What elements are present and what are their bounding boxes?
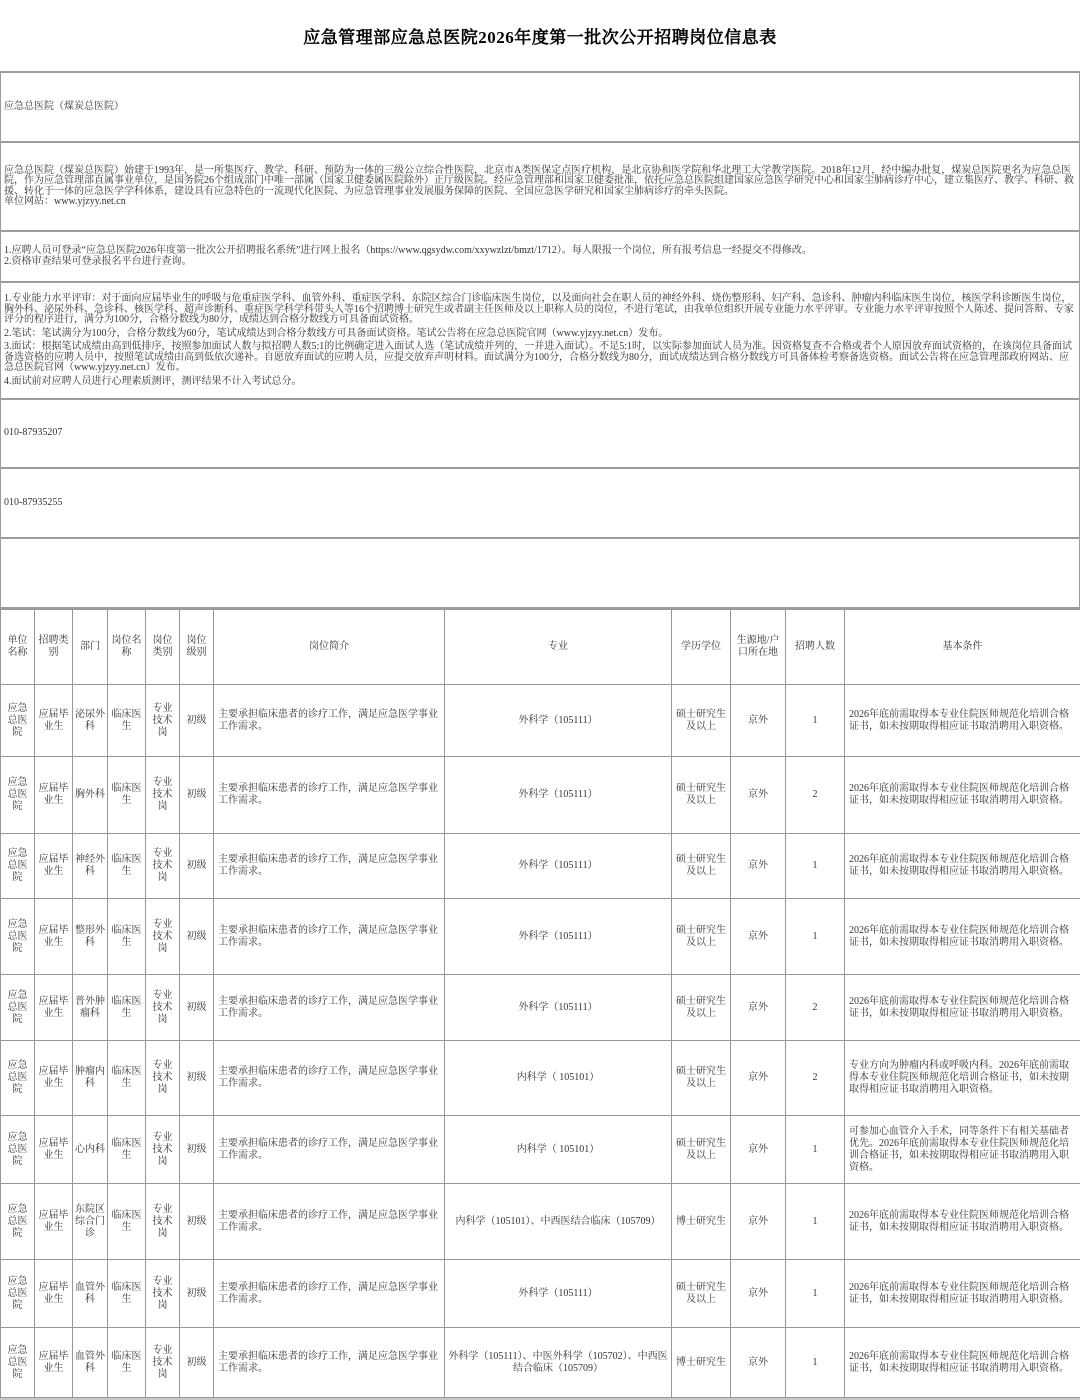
cell-requirements: 2026年底前需取得本专业住院医师规范化培训合格证书，如未按期取得相应证书取消聘用入职资格。 [845,1260,1080,1328]
cell-post-category: 专业技术岗 [146,685,180,757]
unit-intro-text: 应急总医院（煤炭总医院）始建于1993年，是一所集医疗、教学、科研、预防为一体的三级公立综合性医院，北京市A类医保定点医疗机构，是北京协和医学院和华北理工大学教学医院。2018年12月，经中编办批复，煤炭总医院更名为应急总医院，作为应急管理部直属事业单位，是国务院26个组成部门中唯一部属（国家卫健委属医院除外）正厅级医院。经应急管理部和国家卫健委批准，依托应急总医院组建国家应急医学研究中心和国家尘肺病诊疗中心，建立集医疗、教学、科研、救援、转化于一体的应急医学学科体系，建设具有应急特色的一流现代化医院、为应急管理事业发展服务保障的医院、全国应急医学研究和国家尘肺病诊疗的牵头医院。 [4,166,1076,198]
cell-department: 东院区综合门诊 [73,1184,108,1260]
cell-post-category: 专业技术岗 [146,1041,180,1116]
cell-requirements: 2026年底前需取得本专业住院医师规范化培训合格证书，如未按期取得相应证书取消聘用入职资格。 [845,975,1080,1041]
cell-unit-name: 应急总医院 [1,899,35,975]
page-title: 应急管理部应急总医院2026年度第一批次公开招聘岗位信息表 [0,0,1080,71]
assessment-item-1: 1.专业能力水平评审：对于面向应届毕业生的呼吸与危重症医学科、血管外科、重症医学科、东院区综合门诊临床医生岗位，以及面向社会在职人员的神经外科、烧伤整形科、妇产科、急诊科、肿瘤内科临床医生岗位，核医学科诊断医生岗位，胸外科、泌尿外科、急诊科、核医学科、超声诊断科、重症医学科学科带头人等16个招聘博士研究生或者副主任医师及以上职称人员的岗位，不进行笔试，由我单位组织开展专业能力水平评审。专业能力水平评审按照个人陈述、提问答辩、专家评分的程序进行，满分为100分，合格分数线为80分，成绩达到合格分数线方可具备面试资格。 [4,294,1076,326]
cell-major: 内科学（ 105101） [445,1116,672,1184]
cell-post-level: 初级 [180,834,214,899]
header-post-name: 岗位名称 [108,610,146,685]
cell-requirements: 2026年底前需取得本专业住院医师规范化培训合格证书，如未按期取得相应证书取消聘用入职资格。 [845,899,1080,975]
cell-major: 外科学（105111） [445,899,672,975]
cell-degree: 硕士研究生及以上 [672,1260,731,1328]
table-row [1,1041,1080,1116]
cell-requirements: 可参加心血管介入手术，同等条件下有相关基础者优先。2026年底前需取得本专业住院医师规范化培训合格证书，如未按期取得相应证书取消聘用入职资格。 [845,1116,1080,1184]
phone-row-2 [0,469,1080,539]
cell-post-category: 专业技术岗 [146,975,180,1041]
cell-recruit-type: 应届毕业生 [35,1260,73,1328]
header-unit-name: 单位名称 [1,610,35,685]
info-block [0,71,1080,609]
cell-post-level: 初级 [180,899,214,975]
cell-post-intro: 主要承担临床患者的诊疗工作，满足应急医学事业工作需求。 [214,1041,445,1116]
cell-origin-residence: 京外 [731,757,786,834]
cell-post-intro: 主要承担临床患者的诊疗工作，满足应急医学事业工作需求。 [214,834,445,899]
cell-major: 外科学（105111）、中医外科学（105702）、中西医结合临床（105709） [445,1328,672,1398]
cell-major: 外科学（105111） [445,834,672,899]
cell-post-level: 初级 [180,1328,214,1398]
application-item-1: 1.应聘人员可登录“应急总医院2026年度第一批次公开招聘报名系统”进行网上报名（https://www.qgsydw.com/xxywzlzt/bmzt/1712）。每人限报一个岗位，所有报考信息一经提交不得修改。 [4,246,1076,257]
cell-degree: 硕士研究生及以上 [672,1116,731,1184]
cell-origin-residence: 京外 [731,975,786,1041]
cell-degree: 硕士研究生及以上 [672,757,731,834]
cell-recruit-type: 应届毕业生 [35,1328,73,1398]
assessment-row [0,283,1080,400]
cell-post-name: 临床医生 [108,975,146,1041]
cell-recruit-type: 应届毕业生 [35,1184,73,1260]
cell-post-name: 临床医生 [108,1041,146,1116]
table-header-row [1,610,1080,685]
phone-row-1 [0,400,1080,469]
cell-major: 外科学（105111） [445,757,672,834]
cell-origin-residence: 京外 [731,1116,786,1184]
header-major: 专业 [445,610,672,685]
unit-name: 应急总医院（煤炭总医院） [4,102,1076,113]
cell-headcount: 2 [786,757,845,834]
cell-post-level: 初级 [180,1184,214,1260]
cell-post-level: 初级 [180,685,214,757]
empty-row [0,539,1080,609]
table-row [1,1328,1080,1398]
cell-post-intro: 主要承担临床患者的诊疗工作，满足应急医学事业工作需求。 [214,1184,445,1260]
cell-post-level: 初级 [180,1116,214,1184]
contact-phone-2: 010-87935255 [4,498,1076,509]
assessment-item-3: 3.面试：根据笔试成绩由高到低排序，按照参加面试人数与拟招聘人数5:1的比例确定进入面试人选（笔试成绩并列的，一并进入面试）。不足5:1时，以实际参加面试人员为准。因资格复查不合格或者个人原因放弃面试资格的，在该岗位具备面试备选资格的应聘人员中，按照笔试成绩由高到低依次递补。自愿放弃面试的应聘人员，应提交放弃声明材料。面试满分为100分，合格分数线为80分，面试成绩达到合格分数线方可具备体检考察备选资格。面试公告将在应急管理部政府网站、应急总医院官网（www.yjzyy.net.cn）发布。 [4,342,1076,374]
positions-table [0,609,1080,1398]
cell-origin-residence: 京外 [731,685,786,757]
cell-degree: 硕士研究生及以上 [672,899,731,975]
header-degree: 学历学位 [672,610,731,685]
cell-degree: 博士研究生 [672,1328,731,1398]
cell-unit-name: 应急总医院 [1,757,35,834]
cell-post-level: 初级 [180,757,214,834]
cell-major: 外科学（105111） [445,685,672,757]
cell-department: 神经外科 [73,834,108,899]
table-row [1,899,1080,975]
header-post-category: 岗位类别 [146,610,180,685]
table-row [1,685,1080,757]
cell-major: 外科学（105111） [445,975,672,1041]
table-row [1,834,1080,899]
cell-post-category: 专业技术岗 [146,1328,180,1398]
assessment-item-2: 2.笔试：笔试满分为100分，合格分数线为60分，笔试成绩达到合格分数线方可具备面试资格。笔试公告将在应急总医院官网（www.yjzyy.net.cn）发布。 [4,329,1076,340]
cell-post-level: 初级 [180,1041,214,1116]
cell-unit-name: 应急总医院 [1,1328,35,1398]
cell-post-intro: 主要承担临床患者的诊疗工作，满足应急医学事业工作需求。 [214,1328,445,1398]
cell-post-intro: 主要承担临床患者的诊疗工作，满足应急医学事业工作需求。 [214,975,445,1041]
cell-degree: 博士研究生 [672,1184,731,1260]
contact-phone-1: 010-87935207 [4,428,1076,439]
header-post-level: 岗位级别 [180,610,214,685]
cell-requirements: 2026年底前需取得本专业住院医师规范化培训合格证书，如未按期取得相应证书取消聘用入职资格。 [845,1328,1080,1398]
cell-recruit-type: 应届毕业生 [35,757,73,834]
cell-post-intro: 主要承担临床患者的诊疗工作，满足应急医学事业工作需求。 [214,1260,445,1328]
cell-post-intro: 主要承担临床患者的诊疗工作，满足应急医学事业工作需求。 [214,899,445,975]
cell-unit-name: 应急总医院 [1,1184,35,1260]
cell-headcount: 1 [786,1184,845,1260]
cell-headcount: 1 [786,899,845,975]
cell-requirements: 2026年底前需取得本专业住院医师规范化培训合格证书，如未按期取得相应证书取消聘用入职资格。 [845,685,1080,757]
cell-department: 心内科 [73,1116,108,1184]
header-department: 部门 [73,610,108,685]
cell-major: 内科学（105101）、中西医结合临床（105709） [445,1184,672,1260]
cell-post-name: 临床医生 [108,834,146,899]
cell-department: 胸外科 [73,757,108,834]
cell-headcount: 1 [786,685,845,757]
cell-recruit-type: 应届毕业生 [35,685,73,757]
cell-unit-name: 应急总医院 [1,1116,35,1184]
cell-post-category: 专业技术岗 [146,1260,180,1328]
cell-post-name: 临床医生 [108,757,146,834]
cell-recruit-type: 应届毕业生 [35,975,73,1041]
cell-post-intro: 主要承担临床患者的诊疗工作，满足应急医学事业工作需求。 [214,1116,445,1184]
cell-department: 整形外科 [73,899,108,975]
header-recruit-type: 招聘类别 [35,610,73,685]
cell-headcount: 2 [786,975,845,1041]
cell-origin-residence: 京外 [731,899,786,975]
cell-post-category: 专业技术岗 [146,757,180,834]
cell-unit-name: 应急总医院 [1,1041,35,1116]
header-requirements: 基本条件 [845,610,1080,685]
cell-unit-name: 应急总医院 [1,975,35,1041]
table-row [1,1260,1080,1328]
cell-major: 外科学（105111） [445,1260,672,1328]
cell-post-category: 专业技术岗 [146,899,180,975]
header-headcount: 招聘人数 [786,610,845,685]
cell-degree: 硕士研究生及以上 [672,1041,731,1116]
cell-headcount: 1 [786,1260,845,1328]
header-origin-residence: 生源地/户口所在地 [731,610,786,685]
cell-post-name: 临床医生 [108,1260,146,1328]
cell-post-category: 专业技术岗 [146,834,180,899]
cell-post-category: 专业技术岗 [146,1184,180,1260]
cell-post-intro: 主要承担临床患者的诊疗工作，满足应急医学事业工作需求。 [214,685,445,757]
cell-post-intro: 主要承担临床患者的诊疗工作，满足应急医学事业工作需求。 [214,757,445,834]
cell-post-name: 临床医生 [108,1184,146,1260]
cell-post-name: 临床医生 [108,685,146,757]
unit-intro-row [0,143,1080,232]
table-row [1,1184,1080,1260]
cell-department: 普外肿瘤科 [73,975,108,1041]
cell-post-name: 临床医生 [108,1328,146,1398]
unit-website: 单位网站：www.yjzyy.net.cn [4,197,1076,208]
cell-department: 血管外科 [73,1328,108,1398]
cell-recruit-type: 应届毕业生 [35,834,73,899]
cell-recruit-type: 应届毕业生 [35,1116,73,1184]
cell-degree: 硕士研究生及以上 [672,834,731,899]
assessment-item-4: 4.面试前对应聘人员进行心理素质测评，测评结果不计入考试总分。 [4,377,1076,388]
cell-degree: 硕士研究生及以上 [672,975,731,1041]
cell-headcount: 1 [786,1116,845,1184]
application-row [0,232,1080,283]
cell-post-name: 临床医生 [108,1116,146,1184]
cell-post-category: 专业技术岗 [146,1116,180,1184]
header-post-intro: 岗位简介 [214,610,445,685]
cell-department: 血管外科 [73,1260,108,1328]
cell-origin-residence: 京外 [731,834,786,899]
cell-headcount: 1 [786,834,845,899]
cell-origin-residence: 京外 [731,1328,786,1398]
table-row [1,1116,1080,1184]
cell-origin-residence: 京外 [731,1041,786,1116]
table-row [1,757,1080,834]
cell-recruit-type: 应届毕业生 [35,899,73,975]
cell-unit-name: 应急总医院 [1,685,35,757]
application-item-2: 2.资格审查结果可登录报名平台进行查询。 [4,257,1076,268]
cell-origin-residence: 京外 [731,1260,786,1328]
cell-requirements: 2026年底前需取得本专业住院医师规范化培训合格证书，如未按期取得相应证书取消聘用入职资格。 [845,1184,1080,1260]
cell-post-level: 初级 [180,975,214,1041]
cell-major: 内科学（ 105101） [445,1041,672,1116]
table-row [1,975,1080,1041]
cell-headcount: 2 [786,1041,845,1116]
cell-unit-name: 应急总医院 [1,834,35,899]
cell-requirements: 2026年底前需取得本专业住院医师规范化培训合格证书，如未按期取得相应证书取消聘用入职资格。 [845,834,1080,899]
cell-post-level: 初级 [180,1260,214,1328]
cell-degree: 硕士研究生及以上 [672,685,731,757]
cell-headcount: 1 [786,1328,845,1398]
cell-unit-name: 应急总医院 [1,1260,35,1328]
cell-origin-residence: 京外 [731,1184,786,1260]
cell-department: 泌尿外科 [73,685,108,757]
cell-post-name: 临床医生 [108,899,146,975]
cell-requirements: 2026年底前需取得本专业住院医师规范化培训合格证书，如未按期取得相应证书取消聘用入职资格。 [845,757,1080,834]
cell-recruit-type: 应届毕业生 [35,1041,73,1116]
cell-requirements: 专业方向为肿瘤内科或呼吸内科。2026年底前需取得本专业住院医师规范化培训合格证书，如未按期取得相应证书取消聘用入职资格。 [845,1041,1080,1116]
unit-name-row [0,73,1080,143]
cell-department: 肿瘤内科 [73,1041,108,1116]
